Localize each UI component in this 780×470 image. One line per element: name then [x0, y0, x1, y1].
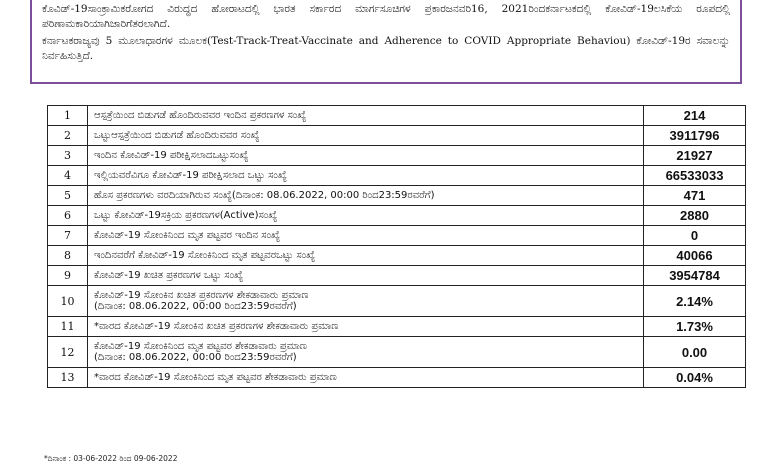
row-description-line: ಕೋವಿಡ್-19 ಖಚಿತ ಪ್ರಕರಣಗಳ ಒಟ್ಟು ಸಂಖ್ಯೆ: [94, 270, 244, 281]
notice-box: [30, 0, 742, 84]
table-row: [48, 106, 746, 126]
row-description-line: ಹೊಸ ಪ್ರಕರಣಗಳು ವರದಿಯಾಗಿರುವ ಸಂಖ್ಯೆ(ದಿನಾಂಕ: 08.06.2022, 00:00 ರಿಂದ23:59ರವರೆಗೆ): [94, 190, 435, 201]
stats-table-body: [48, 106, 746, 388]
table-row: [48, 226, 746, 246]
row-description-line: ಕೋವಿಡ್-19 ಸೋಂಕಿನಿಂದ ಮೃತ ಪಟ್ಟವರ ಇಂದಿನ ಸಂಖ್ಯೆ: [94, 230, 281, 241]
row-description-line: ಆಸ್ಪತ್ರೆಯಿಂದ ಬಿಡುಗಡೆ ಹೊಂದಿರುವವರ ಇಂದಿನ ಪ್ರಕರಣಗಳ ಸಂಖ್ಯೆ: [94, 110, 307, 121]
row-description: [88, 226, 644, 246]
row-description: [88, 317, 644, 337]
row-number: 6: [48, 206, 88, 226]
row-description-line: ಕೋವಿಡ್-19 ಸೋಂಕಿನ ಖಚಿತ ಪ್ರಕರಣಗಳ ಶೇಕಡಾವಾರು ಪ್ರಮಾಣ: [94, 290, 309, 301]
row-description: [88, 337, 644, 368]
row-number: 11: [48, 317, 88, 337]
row-number: 4: [48, 166, 88, 186]
row-value: 3911796: [644, 126, 746, 146]
row-number: 10: [48, 286, 88, 317]
covid-stats-table: [47, 105, 746, 388]
row-number: 13: [48, 368, 88, 388]
table-row: [48, 368, 746, 388]
row-description-line: ಒಟ್ಟು ಕೋವಿಡ್-19ಸಕ್ರಿಯ ಪ್ರಕರಣಗಳ(Active)ಸಂಖ್ಯೆ: [94, 210, 278, 221]
row-value: 21927: [644, 146, 746, 166]
row-number: 3: [48, 146, 88, 166]
row-description: [88, 126, 644, 146]
table-row: [48, 246, 746, 266]
row-description: [88, 266, 644, 286]
row-description: [88, 206, 644, 226]
row-description: [88, 166, 644, 186]
row-description-line: ಕೋವಿಡ್-19 ಸೋಂಕಿನಿಂದ ಮೃತ ಪಟ್ಟವರ ಶೇಕಡಾವಾರು ಪ್ರಮಾಣ: [94, 341, 307, 352]
table-row: [48, 317, 746, 337]
row-description: [88, 286, 644, 317]
notice-paragraph-1: ಕೊವಿಡ್-19ಸಾಂಕ್ರಾಮಿಕರೋಗದ ವಿರುದ್ಧದ ಹೋರಾಟದಲ್ಲಿ ಭಾರತ ಸರ್ಕಾರದ ಮಾರ್ಗಸೂಚಿಗಳ ಪ್ರಕಾರಜನವರಿ16, 2021ರಿಂದಕರ್ನಾಟಕದಲ್ಲಿ ಕೋವಿಡ್-19ಲಸಿಕೆಯ ರೂಪದಲ್ಲಿ ಪರಿಣಾಮಕಾರಿಯಾಗಿಜಾರಿಗೆತರಲಾಗಿದೆ.: [42, 3, 730, 30]
row-number: 5: [48, 186, 88, 206]
row-value: 2880: [644, 206, 746, 226]
row-value: 0.04%: [644, 368, 746, 388]
row-number: 2: [48, 126, 88, 146]
row-value: 1.73%: [644, 317, 746, 337]
row-value: 0: [644, 226, 746, 246]
table-row: [48, 206, 746, 226]
row-value: 3954784: [644, 266, 746, 286]
row-description: [88, 246, 644, 266]
row-description: [88, 186, 644, 206]
row-number: 9: [48, 266, 88, 286]
row-description: [88, 146, 644, 166]
footnote: *ದಿನಾಂಕ : 03-06-2022 ರಿಂದ 09-06-2022: [44, 454, 178, 463]
table-row: [48, 286, 746, 317]
row-description-line: ಒಟ್ಟುಆಸ್ಪತ್ರೆಯಿಂದ ಬಿಡುಗಡೆ ಹೊಂದಿರುವವರ ಸಂಖ್ಯೆ: [94, 130, 260, 141]
row-description-line: ಇಲ್ಲಿಯವರೆವಿಗೂ ಕೋವಿಡ್-19 ಪರೀಕ್ಷಿಸಲಾದ ಒಟ್ಟು ಸಂಖ್ಯೆ: [94, 170, 287, 181]
row-value: 40066: [644, 246, 746, 266]
row-description-line: ಇಂದಿನ ಕೋವಿಡ್-19 ಪರೀಕ್ಷಿಸಲಾದಒಟ್ಟುಸಂಖ್ಯೆ: [94, 150, 249, 161]
table-row: [48, 166, 746, 186]
row-description-date-line: (ದಿನಾಂಕ: 08.06.2022, 00:00 ರಿಂದ23:59ರವರೆಗೆ): [94, 301, 297, 312]
table-row: [48, 146, 746, 166]
row-value: 66533033: [644, 166, 746, 186]
table-row: [48, 186, 746, 206]
row-value: 2.14%: [644, 286, 746, 317]
table-row: [48, 126, 746, 146]
row-number: 8: [48, 246, 88, 266]
table-row: [48, 337, 746, 368]
row-number: 1: [48, 106, 88, 126]
row-description-line: *ವಾರದ ಕೋವಿಡ್-19 ಸೋಂಕಿನ ಖಚಿತ ಪ್ರಕರಣಗಳ ಶೇಕಡಾವಾರು ಪ್ರಮಾಣ: [94, 321, 339, 332]
notice-paragraph-2: ಕರ್ನಾಟಕರಾಜ್ಯವು 5 ಮೂಲಾಧಾರಗಳ ಮೂಲಕ(Test-Track-Treat-Vaccinate and Adherence to COVID Appropriate Behaviou) ಕೋವಿಡ್-19ರ ಸವಾಲನ್ನು ನಿರ್ವಹಿಸುತ್ತಿದೆ.: [42, 35, 730, 62]
row-description-line: *ವಾರದ ಕೋವಿಡ್-19 ಸೋಂಕಿನಿಂದ ಮೃತ ಪಟ್ಟವರ ಶೇಕಡಾವಾರು ಪ್ರಮಾಣ: [94, 372, 337, 383]
row-description-date-line: (ದಿನಾಂಕ: 08.06.2022, 00:00 ರಿಂದ23:59ರವರೆಗೆ): [94, 352, 297, 363]
row-value: 214: [644, 106, 746, 126]
table-row: [48, 266, 746, 286]
row-value: 471: [644, 186, 746, 206]
row-description: [88, 368, 644, 388]
row-number: 12: [48, 337, 88, 368]
row-value: 0.00: [644, 337, 746, 368]
row-description-line: ಇಂದಿನವರೆಗೆ ಕೋವಿಡ್-19 ಸೋಂಕಿನಿಂದ ಮೃತ ಪಟ್ಟವರಒಟ್ಟು ಸಂಖ್ಯೆ: [94, 250, 316, 261]
row-description: [88, 106, 644, 126]
row-number: 7: [48, 226, 88, 246]
